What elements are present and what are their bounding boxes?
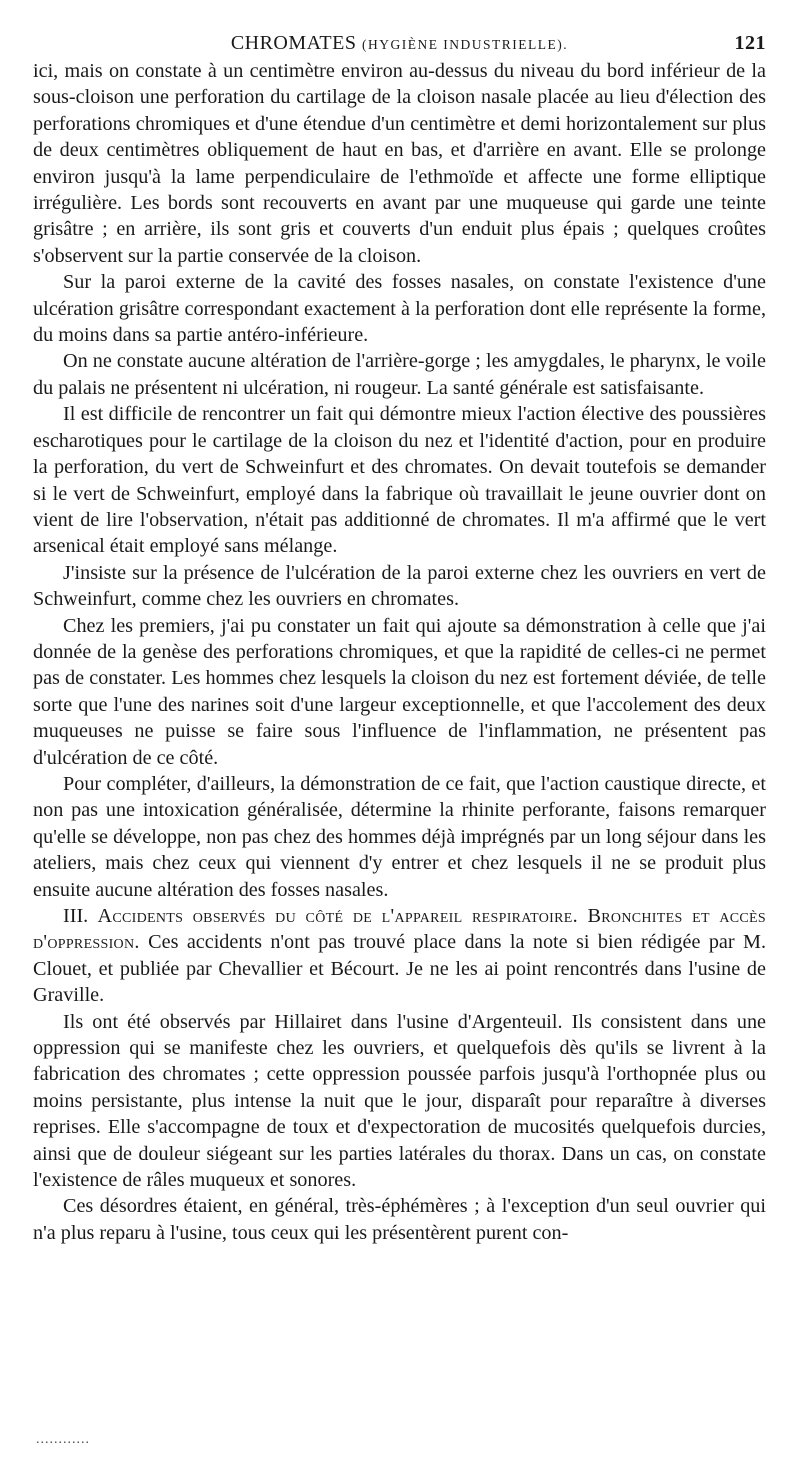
paragraph: Ils ont été observés par Hillairet dans l'usine d'Argenteuil. Ils consistent dans une oppression qui se manifeste chez les ouvriers, et quelquefois dès qu'ils se livrent à la fabrication des chromates ; cette oppression poussée parfois jusqu'à l'orthopnée plus ou moins persistante, plus intense la nuit que le jour, disparaît pour reparaître à diverses reprises. Elle s'accompagne de toux et d'expectoration de mucosités quelquefois durcies, ainsi que de douleur siégeant sur les parties latérales du thorax. Dans un cas, on constate l'existence de râles muqueux et sonores.: [33, 1010, 766, 1192]
paragraph: J'insiste sur la présence de l'ulcération de la paroi externe chez les ouvriers en vert de Schweinfurt, comme chez les ouvriers en chromates.: [33, 561, 766, 611]
paragraph: Sur la paroi externe de la cavité des fosses nasales, on constate l'existence d'une ulcération grisâtre correspondant exactement à la perforation dont elle représente la forme, du moins dans sa partie antéro-inférieure.: [33, 271, 766, 347]
running-header: [33, 30, 766, 58]
running-title-sub: (HYGIÈNE INDUSTRIELLE).: [361, 37, 569, 52]
page-number: 121: [734, 32, 766, 54]
section-paragraph: [33, 903, 766, 1009]
section-heading: Accidents observés du côté de l'appareil respiratoire. Bronchites et accès d'oppression.: [33, 905, 766, 954]
paragraph: Il est difficile de rencontrer un fait qui démontre mieux l'action élective des poussières escharotiques pour le cartilage de la cloison du nez et l'identité d'action, pour en produire la perforation, du vert de Schweinfurt et des chromates. On devait toutefois se demander si le vert de Schweinfurt, employé dans la fabrique où travaillait le jeune ouvrier dont on vient de lire l'observation, n'était pas additionné de chromates. Il m'a affirmé que le vert arsenical était employé sans mélange.: [33, 403, 766, 558]
running-title-main: CHROMATES: [230, 32, 357, 54]
book-page: [33, 30, 766, 1246]
paragraph: On ne constate aucune altération de l'arrière-gorge ; les amygdales, le pharynx, le voile du palais ne présentent ni ulcération, ni rougeur. La santé générale est satisfaisante.: [33, 350, 766, 399]
paragraph: ici, mais on constate à un centimètre environ au-dessus du niveau du bord inférieur de la sous-cloison une perforation du cartilage de la cloison nasale placée au lieu d'élection des perforations chromiques et d'une étendue d'un centimètre et demi horizontalement sur plus de deux centimètres obliquement de haut en bas, et d'arrière en avant. Elle se prolonge environ jusqu'à la lame perpendiculaire de l'ethmoïde et affecte une forme elliptique irrégulière. Les bords sont recouverts en avant par une muqueuse qui garde une teinte grisâtre ; en arrière, ils sont gris et couverts d'un enduit plus épais ; quelques croûtes s'observent sur la partie conservée de la cloison.: [33, 60, 766, 267]
footer-dots: ............: [36, 1432, 90, 1447]
running-title: [231, 30, 568, 58]
section-text: Ces accidents n'ont pas trouvé place dans la note si bien rédigée par M. Clouet, et publiée par Chevallier et Bécourt. Je ne les ai point rencontrés dans l'usine de Graville.: [33, 931, 767, 1007]
section-numeral: III.: [63, 905, 89, 927]
paragraph: Pour compléter, d'ailleurs, la démonstration de ce fait, que l'action caustique directe, et non pas une intoxication généralisée, détermine la rhinite perforante, faisons remarquer qu'elle se développe, non pas chez des hommes déjà imprégnés par un long séjour dans les ateliers, mais chez ceux qui viennent d'y entrer et chez lesquels il ne se produit plus ensuite aucune altération des fosses nasales.: [33, 772, 766, 901]
paragraph: Ces désordres étaient, en général, très-éphémères ; à l'exception d'un seul ouvrier qui n'a plus reparu à l'usine, tous ceux qui les présentèrent purent con-: [33, 1195, 766, 1244]
paragraph: Chez les premiers, j'ai pu constater un fait qui ajoute sa démonstration à celle que j'ai donnée de la genèse des perforations chromiques, et que la rapidité de celles-ci ne permet pas de constater. Les hommes chez lesquels la cloison du nez est fortement déviée, de telle sorte que l'une des narines soit d'une largeur exceptionnelle, et que l'accolement des deux muqueuses ne puisse se faire sous l'influence de l'inflammation, ne présentent pas d'ulcération de ce côté.: [33, 614, 766, 769]
page-body: [33, 58, 766, 1246]
